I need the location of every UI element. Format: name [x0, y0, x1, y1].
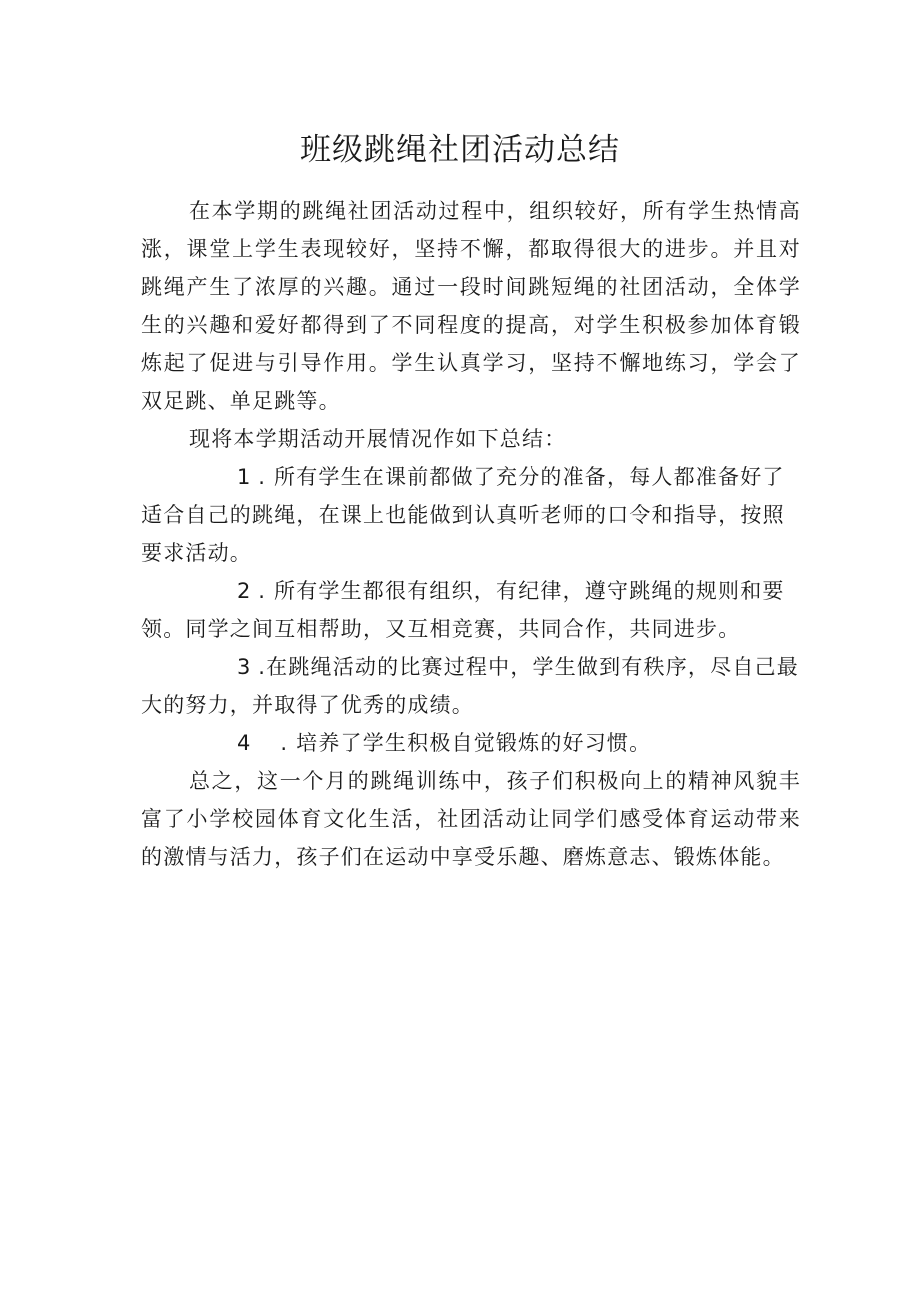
lead-paragraph: 现将本学期活动开展情况作如下总结：	[189, 427, 567, 451]
list-item-number: 3	[237, 655, 251, 679]
list-item-text: . 培养了学生积极自觉锻炼的好习惯。	[280, 731, 652, 755]
document-body	[141, 192, 801, 876]
list-item	[141, 724, 801, 762]
list-item	[141, 458, 801, 572]
list-item-text: . 所有学生都很有组织，有纪律，遵守跳绳的规则和要领。同学之间互相帮助，又互相竞赛，共同合作，共同进步。	[141, 579, 785, 641]
document-title: 班级跳绳社团活动总结	[300, 132, 620, 168]
list-item-number: 4	[237, 731, 251, 755]
list-item-text: . 所有学生在课前都做了充分的准备，每人都准备好了适合自己的跳绳，在课上也能做到认真听老师的口令和指导，按照要求活动。	[141, 465, 785, 565]
intro-paragraph: 在本学期的跳绳社团活动过程中，组织较好，所有学生热情高涨，课堂上学生表现较好，坚持不懈，都取得很大的进步。并且对跳绳产生了浓厚的兴趣。通过一段时间跳短绳的社团活动，全体学生的兴趣和爱好都得到了不同程度的提高，对学生积极参加体育锻炼起了促进与引导作用。学生认真学习，坚持不懈地练习，学会了双足跳、单足跳等。	[141, 199, 801, 413]
list-item	[141, 572, 801, 648]
list-item-number: 2	[237, 579, 251, 603]
conclusion-paragraph: 总之，这一个月的跳绳训练中，孩子们积极向上的精神风貌丰富了小学校园体育文化生活，社团活动让同学们感受体育运动带来的激情与活力，孩子们在运动中享受乐趣、磨炼意志、锻炼体能。	[141, 769, 801, 869]
list-item-number: 1	[237, 465, 251, 489]
list-item-text: .在跳绳活动的比赛过程中，学生做到有秩序，尽自己最大的努力，并取得了优秀的成绩。	[141, 655, 799, 717]
list-item	[141, 648, 801, 724]
